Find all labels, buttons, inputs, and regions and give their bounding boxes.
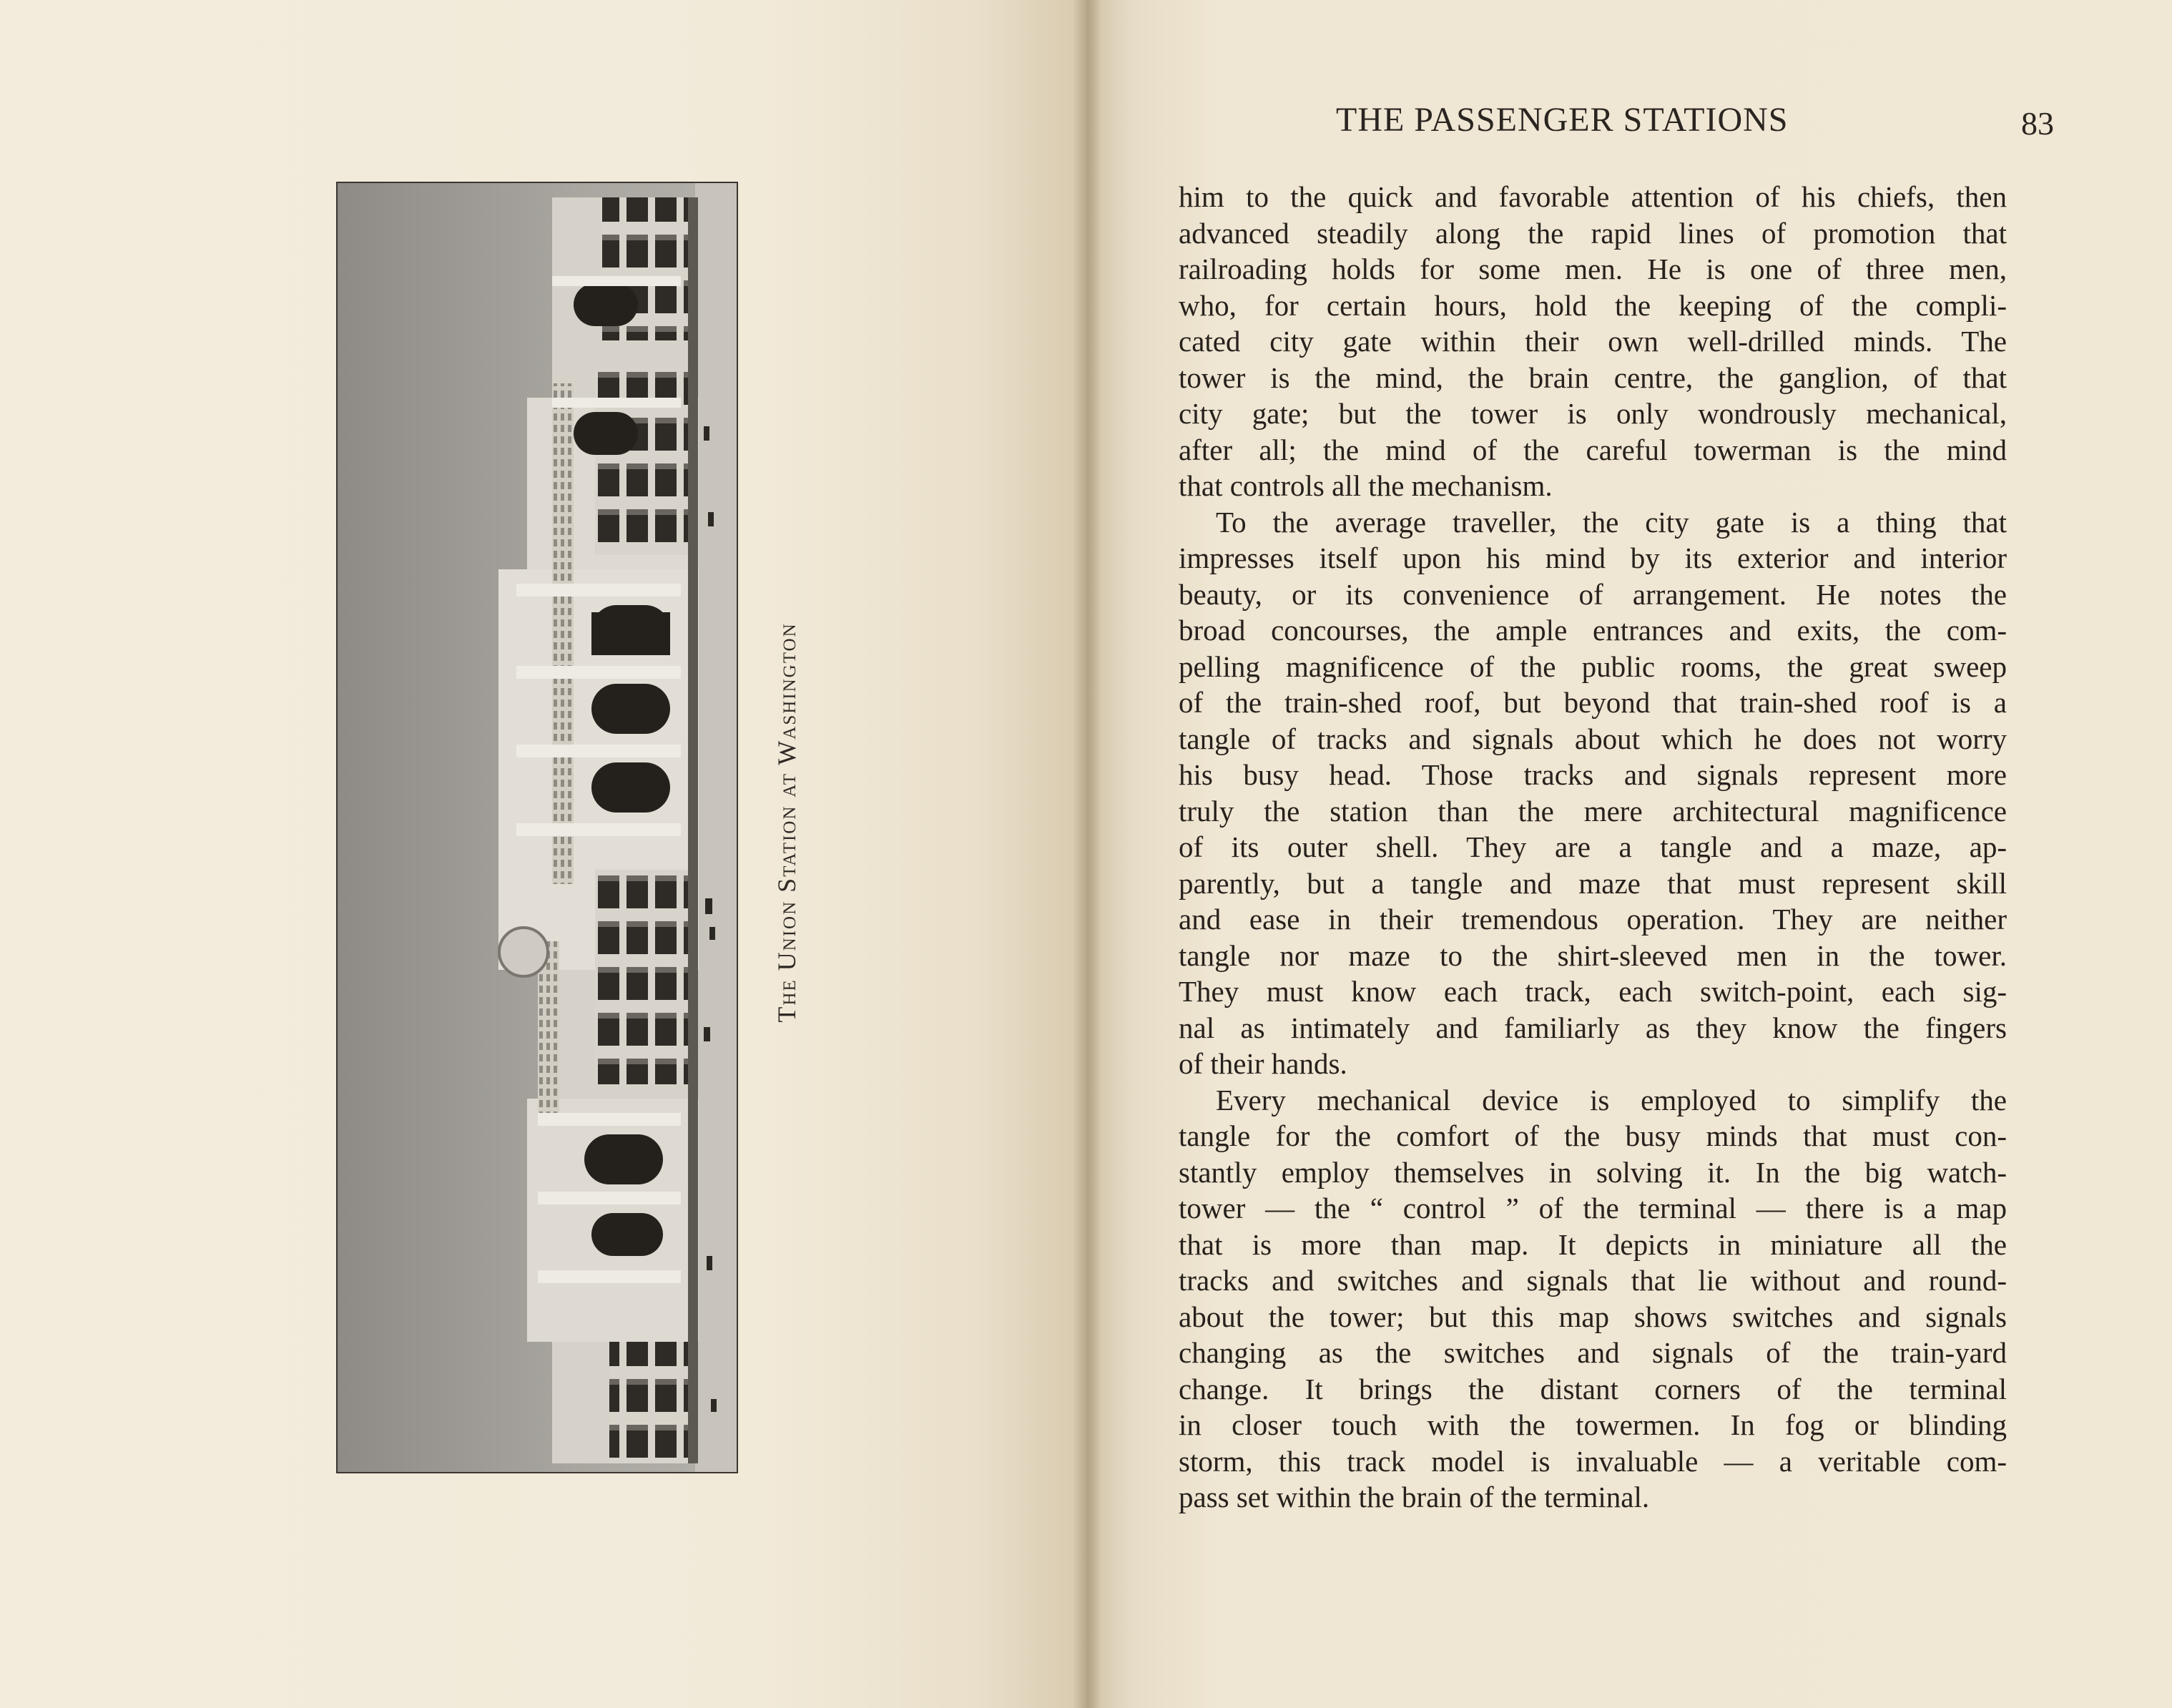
text-line: stantly employ themselves in solving it. In the big watch- bbox=[1179, 1155, 2007, 1189]
text-line: of their hands. bbox=[1179, 1047, 1347, 1080]
paragraph-start-line: Every mechanical device is employed to simplify the bbox=[1216, 1083, 2007, 1116]
text-line: truly the station than the mere architectural magnificence bbox=[1179, 794, 2007, 828]
text-line: change. It brings the distant corners of the terminal bbox=[1179, 1372, 2007, 1405]
building-photograph bbox=[338, 183, 737, 1472]
text-line: of its outer shell. They are a tangle and a maze, ap- bbox=[1179, 830, 2007, 863]
text-line: tangle of tracks and signals about which he does not worry bbox=[1179, 722, 2007, 755]
text-line: advanced steadily along the rapid lines of promotion that bbox=[1179, 216, 2007, 250]
text-line: pelling magnificence of the public rooms, the great sweep bbox=[1179, 649, 2007, 683]
book-gutter bbox=[1073, 0, 1101, 1708]
text-line: They must know each track, each switch-point, each sig- bbox=[1179, 975, 2007, 1008]
text-line: impresses itself upon his mind by its exterior and interior bbox=[1179, 541, 2007, 574]
text-line: in closer touch with the towermen. In fog or blinding bbox=[1179, 1408, 2007, 1441]
text-line: pass set within the brain of the terminal. bbox=[1179, 1481, 1650, 1513]
text-line: parently, but a tangle and maze that must represent skill bbox=[1179, 866, 2007, 900]
text-line: of the train-shed roof, but beyond that train-shed roof is a bbox=[1179, 686, 2007, 719]
text-line: tangle for the comfort of the busy minds that must con- bbox=[1179, 1119, 2007, 1152]
text-line: beauty, or its convenience of arrangement. He notes the bbox=[1179, 577, 2007, 611]
text-line: cated city gate within their own well-drilled minds. The bbox=[1179, 325, 2007, 358]
paragraph-start-line: To the average traveller, the city gate is a thing that bbox=[1216, 505, 2007, 539]
page-number: 83 bbox=[2021, 105, 2054, 142]
text-line: his busy head. Those tracks and signals represent more bbox=[1179, 758, 2007, 791]
text-line: tracks and switches and signals that lie without and round- bbox=[1179, 1264, 2007, 1297]
text-line: after all; the mind of the careful towerman is the mind bbox=[1179, 433, 2007, 466]
body-text bbox=[1179, 179, 2007, 1516]
text-line: changing as the switches and signals of the train-yard bbox=[1179, 1336, 2007, 1369]
photo-plate-union-station bbox=[336, 182, 738, 1473]
text-line: that controls all the mechanism. bbox=[1179, 469, 1553, 502]
text-line: who, for certain hours, hold the keeping of the compli- bbox=[1179, 288, 2007, 322]
text-line: broad concourses, the ample entrances and exits, the com- bbox=[1179, 614, 2007, 647]
plate-caption-container bbox=[765, 558, 808, 1087]
text-line: storm, this track model is invaluable — a veritable com- bbox=[1179, 1444, 2007, 1478]
running-head: THE PASSENGER STATIONS bbox=[1336, 101, 1789, 139]
text-line: and ease in their tremendous operation. They are neither bbox=[1179, 903, 2007, 936]
text-line: that is more than map. It depicts in miniature all the bbox=[1179, 1227, 2007, 1261]
text-line: tangle nor maze to the shirt-sleeved men in the tower. bbox=[1179, 938, 2007, 972]
text-line: railroading holds for some men. He is one of three men, bbox=[1179, 252, 2007, 285]
text-line: tower — the “ control ” of the terminal — there is a map bbox=[1179, 1192, 2007, 1224]
text-line: about the tower; but this map shows switches and signals bbox=[1179, 1300, 2007, 1333]
text-line: tower is the mind, the brain centre, the ganglion, of that bbox=[1179, 360, 2007, 394]
text-line: city gate; but the tower is only wondrously mechanical, bbox=[1179, 397, 2007, 430]
text-line: him to the quick and favorable attention of his chiefs, then bbox=[1179, 180, 2007, 213]
text-line: nal as intimately and familiarly as they know the fingers bbox=[1179, 1011, 2007, 1044]
plate-caption: The Union Station at Washington bbox=[772, 622, 801, 1023]
